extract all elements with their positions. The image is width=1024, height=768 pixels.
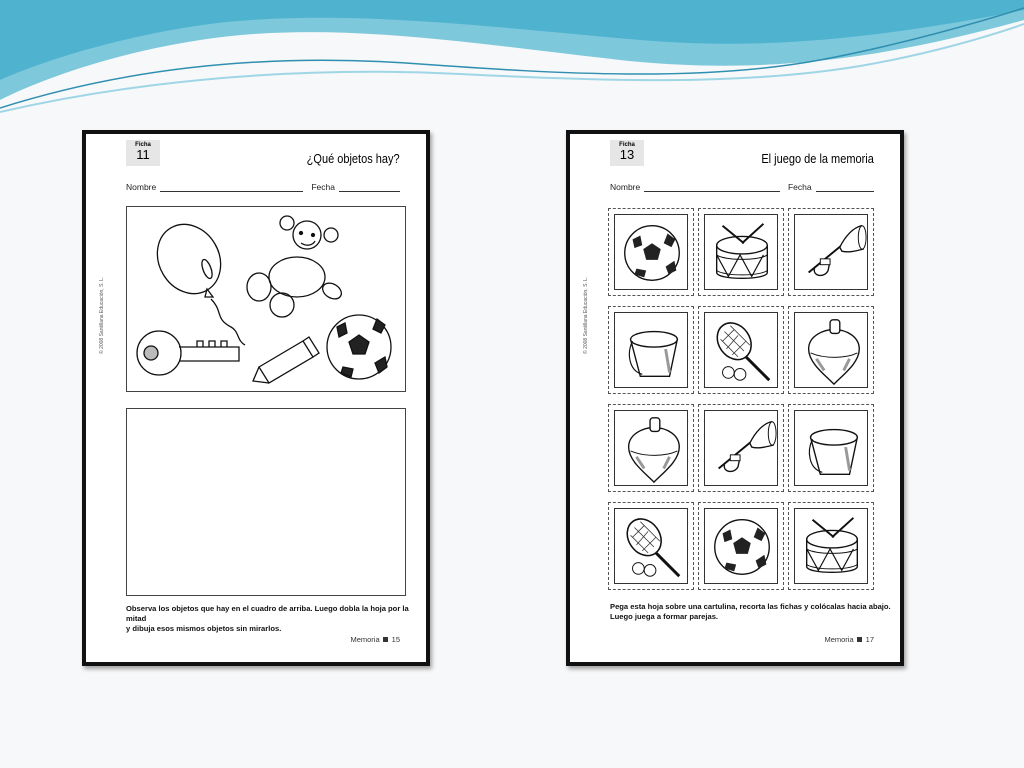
- pencil-icon: [253, 337, 319, 383]
- sheet-title: El juego de la memoria: [761, 152, 874, 166]
- bucket-icon: [615, 313, 689, 389]
- memory-card[interactable]: [698, 502, 784, 590]
- memory-card[interactable]: [788, 208, 874, 296]
- memory-card[interactable]: [788, 404, 874, 492]
- instructions-line-2: Luego juega a formar parejas.: [610, 612, 719, 621]
- fecha-field[interactable]: [816, 183, 874, 192]
- objects-illustration: [127, 207, 405, 391]
- ficha-number: 11: [136, 147, 150, 162]
- memory-card-frame: [614, 508, 688, 584]
- footer-square-icon: [857, 637, 862, 642]
- tennis-racket-icon: [705, 313, 779, 389]
- tennis-racket-icon: [615, 509, 689, 585]
- memory-card-frame: [794, 214, 868, 290]
- nombre-field[interactable]: [160, 183, 303, 192]
- worksheet-ficha-11: [82, 130, 430, 666]
- drum-icon: [795, 509, 869, 585]
- instructions: [610, 602, 891, 622]
- spinning-top-icon: [615, 411, 689, 487]
- memory-card-frame: [614, 312, 688, 388]
- soccer-ball-icon: [327, 315, 391, 379]
- instructions-line-1: Pega esta hoja sobre una cartulina, recorta las fichas y colócalas hacia abajo.: [610, 602, 891, 611]
- name-date-line: [610, 182, 874, 192]
- nombre-field[interactable]: [644, 183, 780, 192]
- page-footer: [350, 635, 400, 644]
- teddy-bear-icon: [247, 216, 344, 317]
- memory-card[interactable]: [608, 404, 694, 492]
- ficha-label: Ficha: [619, 142, 635, 148]
- footer-page-number: 15: [391, 635, 400, 644]
- ficha-label: Ficha: [135, 142, 151, 148]
- ficha-number: 13: [619, 147, 635, 162]
- bucket-icon: [795, 411, 869, 487]
- memory-card-frame: [794, 508, 868, 584]
- instructions-line-1: Observa los objetos que hay en el cuadro de arriba. Luego dobla la hoja por la mitad: [126, 604, 409, 623]
- drum-icon: [705, 215, 779, 291]
- memory-card[interactable]: [608, 502, 694, 590]
- memory-card[interactable]: [608, 306, 694, 394]
- copyright-text: © 2008 Santillana Educación, S. L.: [99, 276, 105, 354]
- trumpet-icon: [795, 215, 869, 291]
- memory-card-frame: [704, 508, 778, 584]
- worksheet-ficha-13: [566, 130, 904, 666]
- ficha-badge: [126, 140, 160, 166]
- nombre-label: Nombre: [126, 182, 157, 192]
- copyright-text: © 2008 Santillana Educación, S. L.: [583, 276, 589, 354]
- name-date-line: [126, 182, 400, 192]
- memory-card-frame: [704, 214, 778, 290]
- footer-section: Memoria: [824, 635, 854, 644]
- instructions-line-2: y dibuja esos mismos objetos sin mirarlos.: [126, 624, 282, 633]
- objects-box: [126, 206, 406, 392]
- memory-card-frame: [614, 214, 688, 290]
- fecha-field[interactable]: [339, 183, 400, 192]
- memory-card[interactable]: [698, 306, 784, 394]
- sheet-title: ¿Qué objetos hay?: [307, 152, 400, 166]
- trumpet-icon: [705, 411, 779, 487]
- footer-page-number: 17: [865, 635, 874, 644]
- instructions: [126, 604, 426, 634]
- decorative-wave-header: [0, 0, 1024, 130]
- memory-card-frame: [614, 410, 688, 486]
- soccer-ball-icon: [615, 215, 689, 291]
- fecha-label: Fecha: [311, 182, 335, 192]
- memory-card-frame: [704, 410, 778, 486]
- memory-card[interactable]: [698, 208, 784, 296]
- soccer-ball-icon: [705, 509, 779, 585]
- memory-card-frame: [794, 410, 868, 486]
- memory-card[interactable]: [788, 502, 874, 590]
- key-icon: [137, 331, 239, 375]
- memory-card[interactable]: [608, 208, 694, 296]
- memory-card[interactable]: [788, 306, 874, 394]
- footer-square-icon: [383, 637, 388, 642]
- spinning-top-icon: [795, 313, 869, 389]
- fecha-label: Fecha: [787, 182, 812, 192]
- drawing-box[interactable]: [126, 408, 406, 596]
- ficha-badge: [610, 140, 644, 166]
- memory-card-frame: [794, 312, 868, 388]
- page-footer: [824, 635, 874, 644]
- memory-card-frame: [704, 312, 778, 388]
- memory-card[interactable]: [698, 404, 784, 492]
- nombre-label: Nombre: [610, 182, 641, 192]
- balloon-icon: [145, 213, 245, 345]
- footer-section: Memoria: [350, 635, 380, 644]
